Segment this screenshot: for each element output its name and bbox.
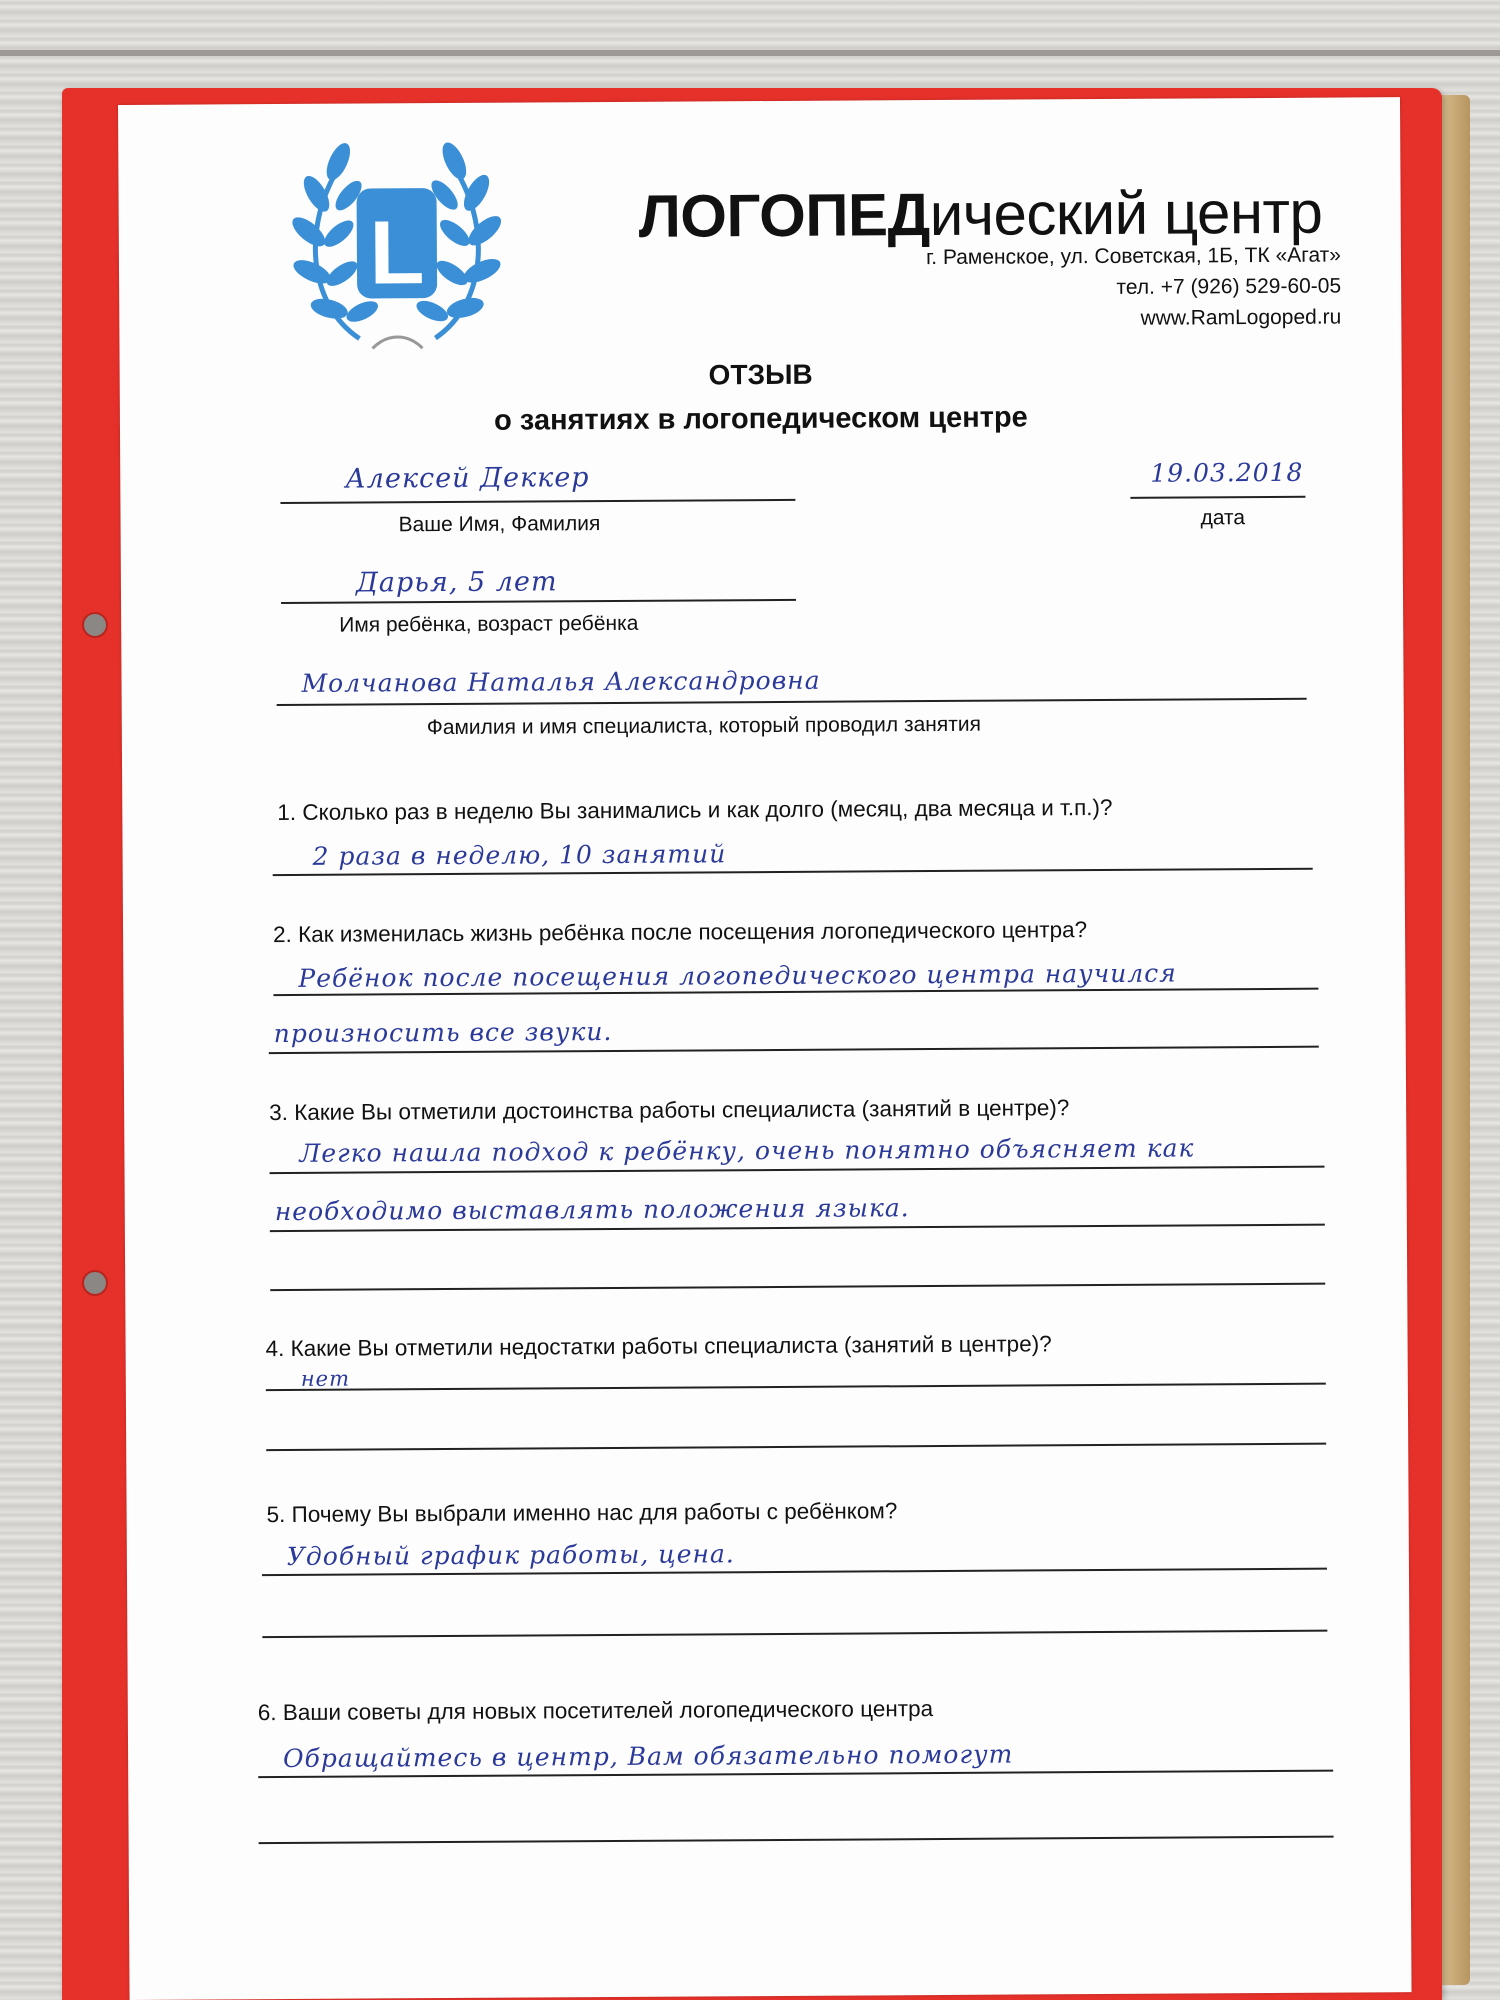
question-2-label: 2. Как изменилась жизнь ребёнка после посещения логопедического центра?	[272, 917, 1088, 948]
child-line	[281, 599, 796, 604]
name-line	[280, 499, 795, 504]
child-caption: Имя ребёнка, возраст ребёнка	[339, 611, 639, 637]
question-3-answer-line-1[interactable]: Легко нашла подход к ребёнку, очень понятно объясняет как	[299, 1133, 1195, 1168]
logo-letter: L	[369, 203, 425, 304]
question-1-answer[interactable]: 2 раза в неделю, 10 занятий	[312, 839, 727, 871]
question-4-line-1	[266, 1383, 1326, 1391]
feedback-form-sheet	[118, 97, 1412, 2000]
specialist-caption: Фамилия и имя специалиста, который проводил занятия	[426, 712, 981, 740]
contact-block	[926, 240, 1341, 336]
date-line	[1130, 496, 1305, 499]
question-4-answer[interactable]: нет	[300, 1366, 351, 1391]
specialist-value[interactable]: Молчанова Наталья Александровна	[301, 665, 821, 698]
question-1-label: 1. Сколько раз в неделю Вы занимались и как долго (месяц, два месяца и т.п.)?	[277, 794, 1113, 826]
question-6-label: 6. Ваши советы для новых посетителей логопедического центра	[257, 1696, 934, 1726]
folder-punch-hole-bottom	[82, 1270, 108, 1296]
question-3-label: 3. Какие Вы отметили достоинства работы специалиста (занятий в центре)?	[269, 1095, 1070, 1126]
form-title: ОТЗЫВ	[708, 358, 813, 391]
specialist-line	[277, 698, 1307, 706]
name-value[interactable]: Алексей Деккер	[345, 462, 590, 495]
question-4-label: 4. Какие Вы отметили недостатки работы специалиста (занятий в центре)?	[265, 1331, 1052, 1362]
question-3-answer-line-2[interactable]: необходимо выставлять положения языка.	[274, 1193, 910, 1227]
question-5-line-2	[262, 1630, 1327, 1639]
question-4-line-2	[266, 1443, 1326, 1451]
question-6-line-2	[259, 1836, 1334, 1845]
form-subtitle: о занятиях в логопедическом центре	[494, 401, 1028, 437]
child-value[interactable]: Дарья, 5 лет	[355, 566, 558, 599]
question-2-answer-line-2[interactable]: произносить все звуки.	[273, 1016, 613, 1049]
date-value[interactable]: 19.03.2018	[1150, 457, 1304, 488]
folder-punch-hole-top	[82, 612, 108, 638]
question-2-answer-line-1[interactable]: Ребёнок после посещения логопедического центра научился	[298, 958, 1177, 993]
question-5-label: 5. Почему Вы выбрали именно нас для работы с ребёнком?	[266, 1498, 898, 1528]
brand-bold: ЛОГОПЕД	[638, 181, 930, 250]
date-caption: дата	[1200, 506, 1246, 530]
question-5-answer[interactable]: Удобный график работы, цена.	[286, 1539, 735, 1571]
brand-rest: ический центр	[929, 178, 1323, 249]
website-link[interactable]: www.RamLogoped.ru	[1140, 305, 1342, 330]
address: г. Раменское, ул. Советская, 1Б, ТК «Агат»	[926, 243, 1342, 270]
question-6-answer[interactable]: Обращайтесь в центр, Вам обязательно помогут	[283, 1739, 1014, 1774]
name-caption: Ваше Имя, Фамилия	[398, 512, 601, 537]
phone: тел. +7 (926) 529-60-05	[1116, 274, 1342, 299]
laurel-logo-icon	[286, 133, 507, 364]
question-3-line-3	[270, 1283, 1325, 1291]
